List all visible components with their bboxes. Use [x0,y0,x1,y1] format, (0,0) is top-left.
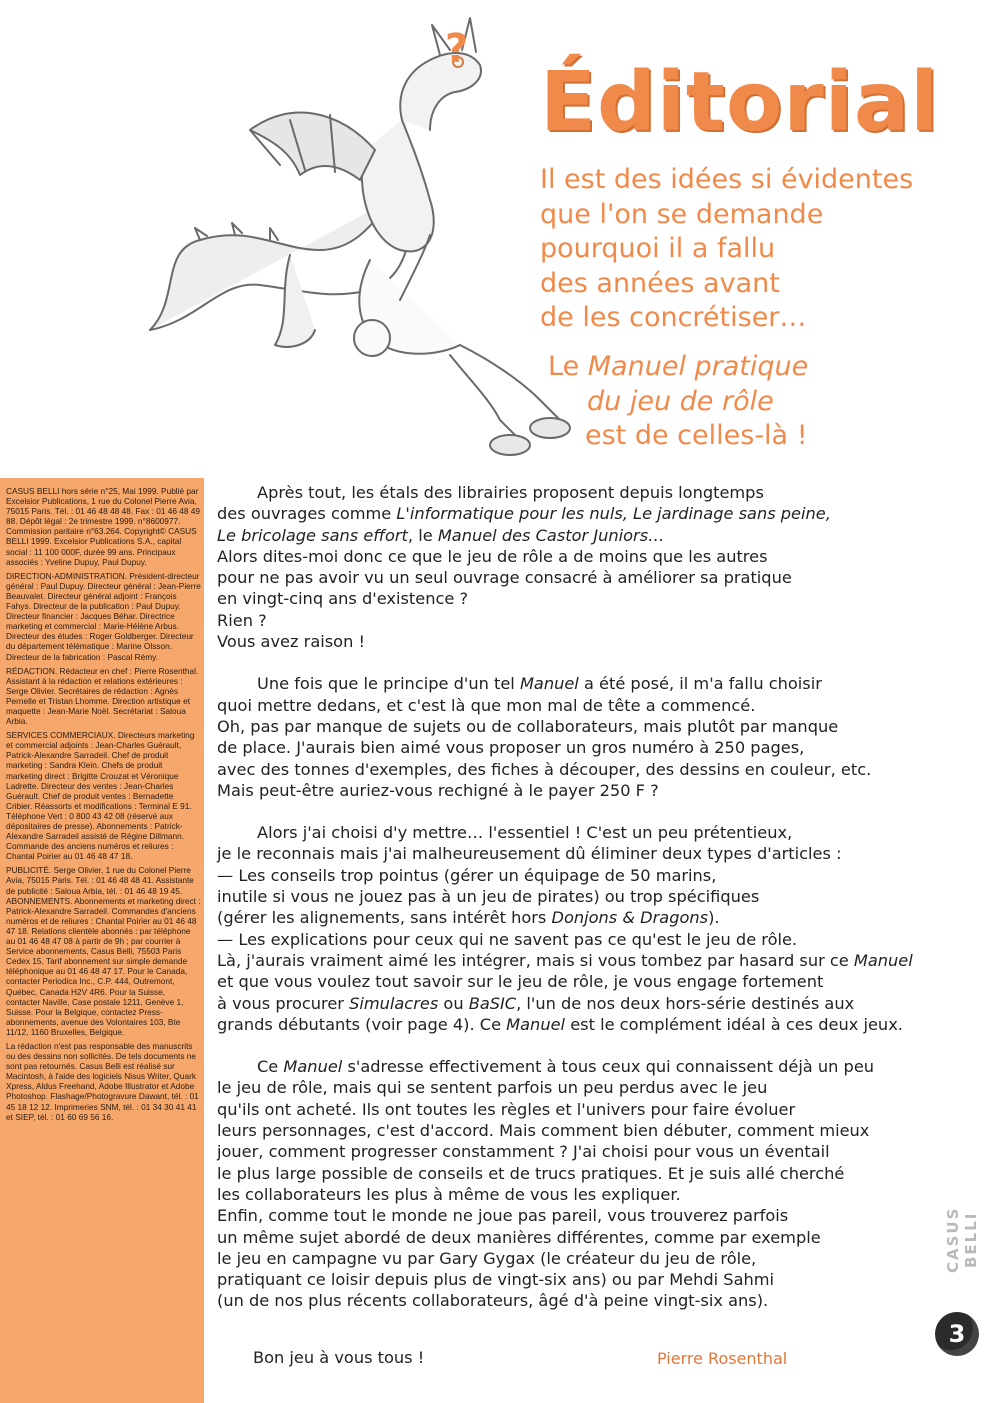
author-signature: Pierre Rosenthal [657,1349,788,1368]
text-line: pour ne pas avoir vu un seul ouvrage consacré à améliorer sa pratique [217,568,792,588]
tagline-manual-title: Manuel pratique [587,351,809,382]
text-line: le jeu en campagne vu par Gary Gygax (le créateur du jeu de rôle, [217,1248,757,1268]
paragraph-3 [217,822,967,1035]
text-line: Le bricolage sans effort, le Manuel des Castor Juniors… [217,525,665,545]
page-title: Éditorial [540,55,940,150]
editorial-body [217,482,967,1333]
text-line: Une fois que le principe d'un tel Manuel a été posé, il m'a fallu choisir [257,674,822,694]
text-line: Rien ? [217,610,267,630]
text-line: en vingt-cinq ans d'existence ? [217,589,469,609]
text-line: Mais peut-être auriez-vous rechigné à le payer 250 F ? [217,780,659,800]
text-line: (gérer les alignements, sans intérêt hors Donjons & Dragons). [217,908,720,928]
text-line: leurs personnages, c'est d'accord. Mais comment bien débuter, comment mieux [217,1121,870,1141]
text-line: à vous procurer Simulacres ou BaSIC, l'un de nos deux hors-série destinés aux [217,993,855,1013]
text-line: Là, j'aurais vraiment aimé les intégrer, mais si vous tombez par hasard sur ce Manuel [217,950,913,970]
text-line: — Les conseils trop pointus (gérer un équipage de 50 marins, [217,865,717,885]
text-line: inutile si vous ne jouez pas à un jeu de pirates) ou trop spécifiques [217,887,760,907]
text-line: le plus large possible de conseils et de trucs pratiques. Et je suis allé cherché [217,1163,845,1183]
text-line: qu'ils ont acheté. Ils ont toutes les règles et l'univers pour faire évoluer [217,1099,796,1119]
page-number-badge: 3 [935,1312,979,1356]
text-line: jouer, comment progresser constamment ? J'ai choisi pour vous un éventail [217,1142,830,1162]
paragraph-1 [217,482,967,652]
text-line: — Les explications pour ceux qui ne savent pas ce qu'est le jeu de rôle. [217,929,798,949]
text-line: et que vous voulez tout savoir sur le jeu de rôle, je vous engage fortement [217,972,824,992]
tagline [0,350,808,454]
intro-line: Il est des idées si évidentes [540,164,914,195]
text-line: les collaborateurs les plus à même de vous les expliquer. [217,1184,681,1204]
text-line: Vous avez raison ! [217,632,365,652]
credits-paragraph: CASUS BELLI hors série n°25, Mai 1999. Publié par Excelsior Publications, 1 rue du Colonel Pierre Avia, 75015 Paris. Tél. : 01 46 48 48 48. Fax : 01 46 48 49 88. Dépôt légal : 2e trimestre 1999. n°8600977. Commission paritaire n°63.264. Copyright© CASUS BELLI 1999. Excelsior Publications S.A., capital social : 11 100 000F, durée 99 ans. Principaux associés : Yveline Dupuy, Paul Dupuy. [6,486,201,567]
text-line: des ouvrages comme L'informatique pour les nuls, Le jardinage sans peine, [217,504,831,524]
intro-line: pourquoi il a fallu [540,233,776,264]
text-line: Ce Manuel s'adresse effectivement à tous ceux qui connaissent déjà un peu [257,1057,875,1077]
paragraph-4 [217,1056,967,1312]
text-line: le jeu de rôle, mais qui se sentent parfois un peu perdus avec le jeu [217,1078,768,1098]
credits-paragraph: SERVICES COMMERCIAUX. Directeurs marketing et commercial adjoints : Jean-Charles Guérault, Patrick-Alexandre Sarradeil. Chef de produit marketing : Sandra Klein. Chefs de produit marketing direct : Brigitte Crouzat et Véronique Ladrette. Directeur des ventes : Jean-Charles Guérault. Chef de produit ventes : Bernadette Cribier. Réassorts et modifications : Terminal E 91. Téléphone Vert : 0 800 43 42 08 (réservé aux dépositaires de presse). Abonnements : Patrick-Alexandre Sarradeil assisté de Régine Dillmann. Commande des anciens numéros et reliures : Chantal Poirier au 01 46 48 47 18. [6,730,195,862]
text-line: (un de nos plus récents collaborateurs, âgé d'à peine vingt-six ans). [217,1291,769,1311]
intro-line: des années avant [540,267,780,299]
intro-text [540,163,960,336]
text-line: Enfin, comme tout le monde ne joue pas pareil, vous trouverez parfois [217,1206,789,1226]
intro-line: que l'on se demande [540,198,824,230]
paragraph-2 [217,673,967,801]
text-line: pratiquant ce loisir depuis plus de vingt-six ans) ou par Mehdi Sahmi [217,1270,775,1290]
tagline-line2: du jeu de rôle [587,385,774,417]
text-line: avec des tonnes d'exemples, des fiches à découper, des dessins en couleur, etc. [217,759,872,779]
text-line: Alors dites-moi donc ce que le jeu de rôle a de moins que les autres [217,546,768,566]
credits-paragraph: DIRECTION-ADMINISTRATION. Président-directeur général : Paul Dupuy. Directeur général : Jean-Pierre Beauvalet. Directeur général adjoint : François Fahys. Directeur de la publication : Paul Dupuy. Directeur financier : Jacques Béhar. Directrice marketing et commercial : Marie-Hélène Arbus. Directeur des études : Roger Goldberger. Directeur du département télématique : Marine Olsson. Directeur de la fabrication : Pascal Rémy. [6,570,201,662]
credits-sidebar [0,478,204,1403]
question-mark-icon: ? [445,26,469,72]
credits-paragraph: RÉDACTION. Rédacteur en chef : Pierre Rosenthal. Assistant à la rédaction et relations extérieures : Serge Olivier. Secrétaires de rédaction : Agnès Pernelle et Tristan Lhomme. Direction artistique et maquette : Jean-Marie Noël. Secrétariat : Saloua Arbia. [6,665,199,727]
text-line: quoi mettre dedans, et c'est là que mon mal de tête a commencé. [217,695,756,715]
tagline-le: Le [548,351,588,382]
intro-line: de les concrétiser… [540,302,807,333]
text-line: de place. J'aurais bien aimé vous proposer un gros numéro à 250 pages, [217,738,805,758]
text-line: un même sujet abordé de deux manières différentes, comme par exemple [217,1227,821,1247]
signoff: Bon jeu à vous tous ! [253,1348,425,1367]
tagline-line3: est de celles-là ! [585,420,808,451]
text-line: Après tout, les étals des librairies proposent depuis longtemps [257,483,764,502]
text-line: je le reconnais mais j'ai malheureusement dû éliminer deux types d'articles : [217,844,842,864]
text-line: Alors j'ai choisi d'y mettre… l'essentiel ! C'est un peu prétentieux, [257,823,793,843]
magazine-brand: CASUS BELLI [944,1206,980,1274]
credits-paragraph: PUBLICITÉ. Serge Olivier, 1 rue du Colonel Pierre Avia, 75015 Paris. Tél. : 01 46 48 48 41. Assistante de publicité : Saloua Arbia, tél. : 01 46 48 19 45. ABONNEMENTS. Abonnements et marketing direct : Patrick-Alexandre Sarradeil. Commandes d'anciens numéros et de reliures : Chantal Poirier au 01 46 48 47 18. Relations clientèle abonnés : par téléphone au 01 46 48 47 08 à partir de 9h ; par courrier à Service abonnements, Casus Belli, 75503 Paris Cedex 15. Tarif abonnement sur simple demande téléphonique au 01 46 48 47 17. Pour le Canada, contacter Periodica Inc., C.P. 444, Outremont, Québec, Canada H2V 4R6. Pour la Suisse, contacter Naville, Case postale 1211, Genève 1, Suisse. Pour la Belgique, contactez Press-abonnements, avenue des Volontaires 103, Bte 11/12, 1160 Bruxelles, Belgique. [6,865,201,1037]
text-line: Oh, pas par manque de sujets ou de collaborateurs, mais plutôt par manque [217,716,839,736]
text-line: grands débutants (voir page 4). Ce Manuel est le complément idéal à ces deux jeux. [217,1014,903,1034]
credits-paragraph: La rédaction n'est pas responsable des manuscrits ou des dessins non sollicités. De tels documents ne sont pas retournés. Casus Belli est réalisé sur Macintosh, à l'aide des logiciels Nisus Writer, Quark Xpress, Aldus Freehand, Adobe Illustrator et Adobe Photoshop. Flashage/Photogravure Dawant, tél. : 01 45 18 12 12. Imprimeries SNM, tél. : 01 34 30 41 41 et SIEP, tél. : 01 60 69 56 16. [6,1040,199,1122]
